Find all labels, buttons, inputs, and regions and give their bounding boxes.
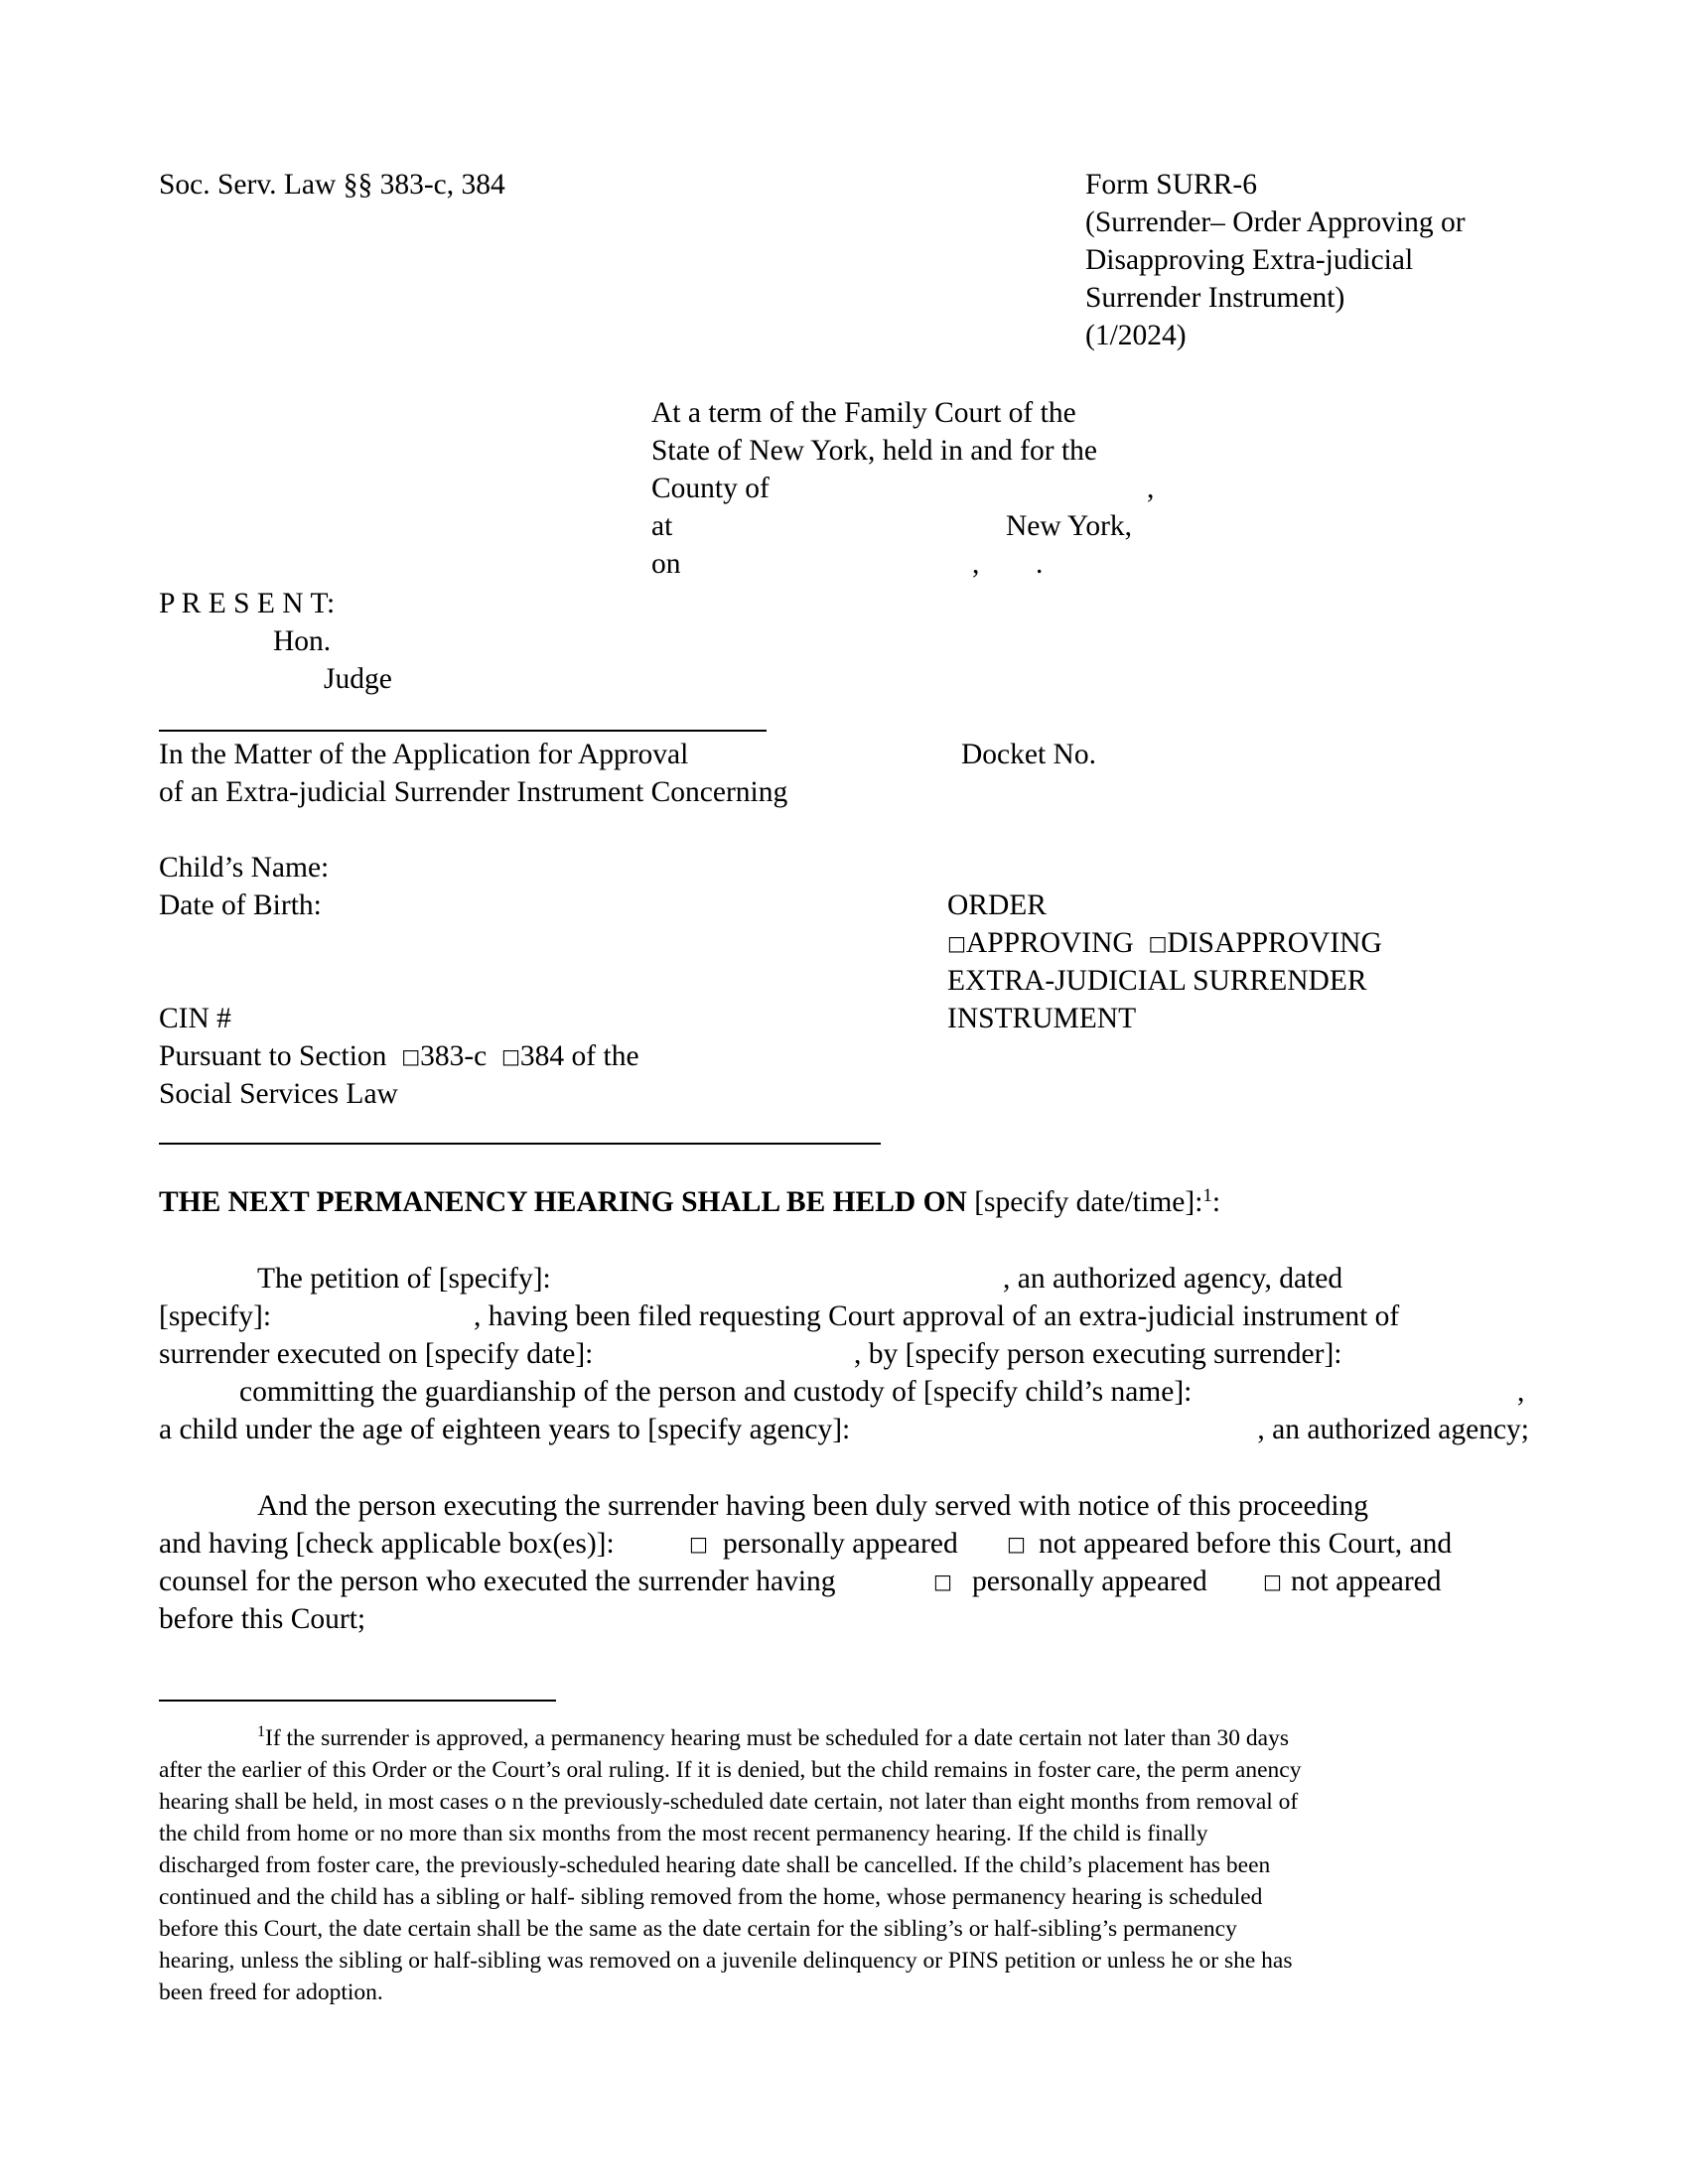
- footnote-line-5: discharged from foster care, the previously-scheduled hearing date shall be cancelled. If the child’s placement has been: [159, 1852, 1271, 1878]
- counsel-not-appeared-checkbox[interactable]: □: [1263, 1570, 1282, 1593]
- form-title-line-3: Surrender Instrument): [1085, 282, 1345, 314]
- disapproving-checkbox[interactable]: □: [1148, 931, 1168, 955]
- matter-line-1: In the Matter of the Application for Approval: [159, 739, 689, 770]
- next-hearing-heading: THE NEXT PERMANENCY HEARING SHALL BE HELD ON: [159, 1186, 967, 1218]
- at-label: at: [651, 510, 673, 542]
- appearance-line-1-text: And the person executing the surrender having been duly served with notice of this proceeding: [257, 1490, 1369, 1522]
- matter-line-2: of an Extra-judicial Surrender Instrument Concerning: [159, 776, 788, 808]
- petition-line-1-start: The petition of [specify]:: [257, 1263, 551, 1295]
- petition-line-3-start: surrender executed on [specify date]:: [159, 1338, 594, 1370]
- footnote-line-1-text: If the surrender is approved, a permanency hearing must be scheduled for a date certain not later than 30 days: [265, 1725, 1289, 1751]
- next-hearing-line: [159, 1183, 1220, 1221]
- appearance-line-3-start: counsel for the person who executed the surrender having: [159, 1566, 836, 1597]
- form-revision-date: (1/2024): [1085, 320, 1187, 351]
- date-comma: ,: [972, 548, 980, 580]
- footnote-reference[interactable]: 1: [1202, 1185, 1212, 1206]
- term-line-2: State of New York, held in and for the: [651, 435, 1097, 467]
- date-period: .: [1036, 548, 1044, 580]
- footnote-number: 1: [257, 1723, 265, 1740]
- petition-line-4-start: committing the guardianship of the person and custody of [specify child’s name]:: [239, 1376, 1193, 1408]
- date-of-birth-label: Date of Birth:: [159, 889, 322, 921]
- petition-line-3-end: , by [specify person executing surrender]:: [854, 1338, 1342, 1370]
- footnote-line-1: [159, 1722, 1529, 1754]
- footnote-line-2: after the earlier of this Order or the Court’s oral ruling. If it is denied, but the child remains in foster care, the perm anency: [159, 1757, 1302, 1783]
- next-hearing-colon: :: [1211, 1186, 1221, 1218]
- appearance-line-2-start: and having [check applicable box(es)]:: [159, 1528, 615, 1560]
- county-comma: ,: [1147, 473, 1155, 504]
- cin-label: CIN #: [159, 1003, 231, 1034]
- footnote-separator: [159, 1700, 556, 1702]
- form-id: Form SURR-6: [1085, 169, 1257, 201]
- footnote-line-6: continued and the child has a sibling or half- sibling removed from the home, whose permanency hearing is scheduled: [159, 1884, 1263, 1910]
- footnote-line-4: the child from home or no more than six months from the most recent permanency hearing. If the child is finally: [159, 1821, 1208, 1846]
- petition-line-4-end: ,: [1517, 1376, 1525, 1408]
- order-title-line-4: INSTRUMENT: [947, 1003, 1137, 1034]
- judge-label: Judge: [324, 663, 392, 695]
- present-label: P R E S E N T:: [159, 588, 336, 619]
- state-new-york: New York,: [1006, 510, 1133, 542]
- section-383c-label: 383-c: [420, 1040, 488, 1072]
- appearance-line-4-text: before this Court;: [159, 1603, 366, 1635]
- counsel-not-appeared-label: not appeared: [1291, 1566, 1442, 1597]
- petition-line-2-start: [specify]:: [159, 1300, 272, 1332]
- footnote-line-7: before this Court, the date certain shall be the same as the date certain for the sibling’s or half-sibling’s permanency: [159, 1916, 1237, 1942]
- pursuant-section-line: [159, 1037, 639, 1075]
- docket-label: Docket No.: [961, 739, 1096, 770]
- footnote-line-8: hearing, unless the sibling or half-sibling was removed on a juvenile delinquency or PINS petition or unless he or she has: [159, 1948, 1293, 1974]
- petition-line-5-end: , an authorized agency;: [1257, 1414, 1529, 1445]
- caption-bottom-rule: [159, 1143, 881, 1145]
- served-personally-appeared-checkbox[interactable]: □: [689, 1532, 708, 1556]
- order-title-line-3: EXTRA-JUDICIAL SURRENDER: [947, 965, 1367, 997]
- counsel-personally-appeared-checkbox[interactable]: □: [933, 1570, 952, 1593]
- form-title-line-2: Disapproving Extra-judicial: [1085, 244, 1414, 276]
- form-title-line-1: (Surrender– Order Approving or: [1085, 206, 1466, 238]
- section-383c-checkbox[interactable]: □: [401, 1044, 421, 1068]
- term-line-1: At a term of the Family Court of the: [651, 397, 1076, 429]
- section-384-label: 384 of the: [519, 1040, 639, 1072]
- statute-citation: Soc. Serv. Law §§ 383-c, 384: [159, 169, 505, 201]
- petition-line-2-end: , having been filed requesting Court approval of an extra-judicial instrument of: [474, 1300, 1400, 1332]
- pursuant-label: Pursuant to Section: [159, 1040, 387, 1072]
- served-not-appeared-label: not appeared before this Court, and: [1039, 1528, 1453, 1560]
- next-hearing-spec: [specify date/time]:: [974, 1186, 1203, 1218]
- served-not-appeared-checkbox[interactable]: □: [1007, 1532, 1026, 1556]
- section-384-checkbox[interactable]: □: [501, 1044, 520, 1068]
- on-label: on: [651, 548, 681, 580]
- order-type-options: [947, 924, 1382, 962]
- order-title: ORDER: [947, 889, 1047, 921]
- caption-top-rule: [159, 730, 767, 732]
- petition-line-5-start: a child under the age of eighteen years to [specify agency]:: [159, 1414, 851, 1445]
- social-services-law-label: Social Services Law: [159, 1078, 398, 1110]
- footnote-line-3: hearing shall be held, in most cases o n the previously-scheduled date certain, not later than eight months from removal of: [159, 1789, 1299, 1815]
- disapproving-label: DISAPPROVING: [1167, 927, 1382, 959]
- served-personally-appeared-label: personally appeared: [723, 1528, 958, 1560]
- footnote-line-9: been freed for adoption.: [159, 1979, 383, 2005]
- hon-label: Hon.: [273, 625, 332, 657]
- petition-line-1-end: , an authorized agency, dated: [1003, 1263, 1343, 1295]
- approving-label: APPROVING: [965, 927, 1134, 959]
- child-name-label: Child’s Name:: [159, 852, 330, 884]
- approving-checkbox[interactable]: □: [947, 931, 966, 955]
- counsel-personally-appeared-label: personally appeared: [972, 1566, 1207, 1597]
- county-label: County of: [651, 473, 770, 504]
